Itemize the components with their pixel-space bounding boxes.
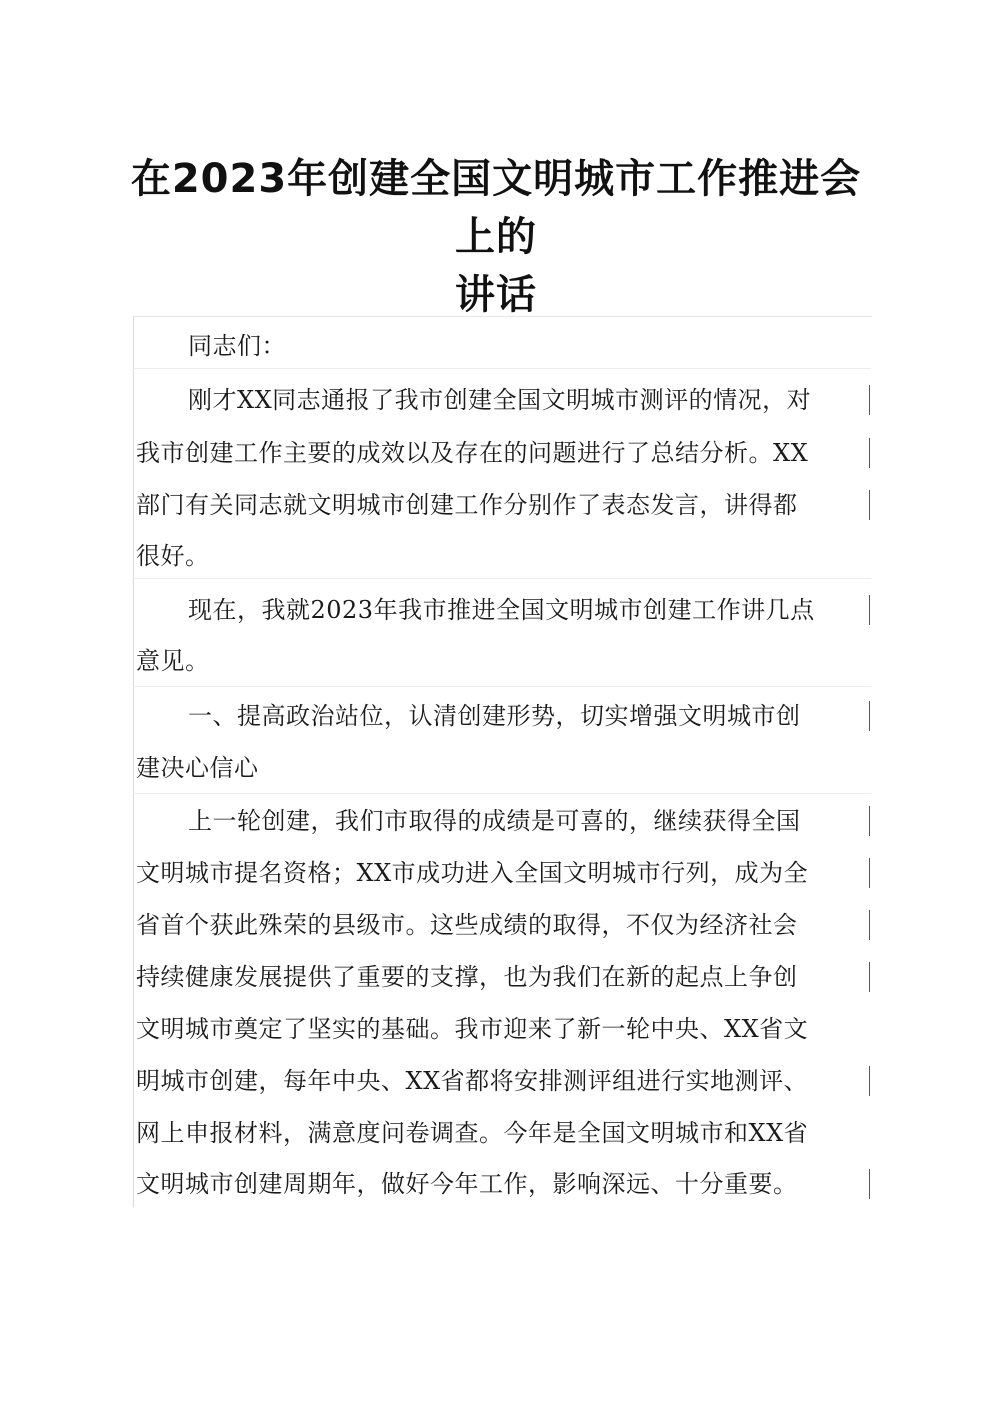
- body-line: 持续健康发展提供了重要的支撑，也为我们在新的起点上争创: [136, 963, 798, 991]
- body-line: 刚才XX同志通报了我市创建全国文明城市测评的情况，对: [188, 386, 812, 414]
- right-margin-mark: [869, 438, 870, 468]
- paragraph-divider: [133, 686, 871, 687]
- body-line: 文明城市创建周期年，做好今年工作，影响深远、十分重要。: [136, 1170, 798, 1198]
- right-margin-mark: [869, 385, 870, 415]
- body-line: 现在，我就2023年我市推进全国文明城市创建工作讲几点: [188, 596, 815, 624]
- body-line: 意见。: [136, 647, 210, 675]
- body-line: 同志们：: [188, 332, 286, 360]
- right-margin-mark: [869, 1066, 870, 1096]
- body-line: 网上申报材料，满意度问卷调查。今年是全国文明城市和XX省: [136, 1119, 809, 1147]
- body-line: 很好。: [136, 542, 210, 570]
- right-margin-mark: [869, 595, 870, 625]
- right-margin-mark: [869, 858, 870, 888]
- section-heading: 一、提高政治站位，认清创建形势，切实增强文明城市创: [188, 702, 801, 730]
- body-line: 我市创建工作主要的成效以及存在的问题进行了总结分析。XX: [136, 439, 809, 467]
- paragraph-divider: [133, 578, 871, 579]
- right-margin-mark: [869, 962, 870, 992]
- right-margin-mark: [869, 1169, 870, 1199]
- body-line: 文明城市奠定了坚实的基础。我市迎来了新一轮中央、XX省文: [136, 1015, 809, 1043]
- paragraph-divider: [133, 368, 871, 369]
- right-margin-mark: [869, 490, 870, 520]
- title-line-1: 在2023年创建全国文明城市工作推进会上的: [130, 156, 862, 260]
- body-line: 文明城市提名资格；XX市成功进入全国文明城市行列，成为全: [136, 859, 809, 887]
- title-line-2: 讲话: [455, 272, 537, 318]
- right-margin-mark: [869, 910, 870, 940]
- body-line: 明城市创建，每年中央、XX省都将安排测评组进行实地测评、: [136, 1067, 809, 1095]
- body-line: 部门有关同志就文明城市创建工作分别作了表态发言，讲得都: [136, 491, 798, 519]
- body-line: 省首个获此殊荣的县级市。这些成绩的取得，不仅为经济社会: [136, 911, 798, 939]
- document-title: [120, 150, 872, 324]
- body-line: 上一轮创建，我们市取得的成绩是可喜的，继续获得全国: [188, 807, 801, 835]
- right-margin-mark: [869, 806, 870, 836]
- section-heading: 建决心信心: [136, 754, 259, 782]
- paragraph-divider: [133, 793, 871, 794]
- right-margin-mark: [869, 701, 870, 731]
